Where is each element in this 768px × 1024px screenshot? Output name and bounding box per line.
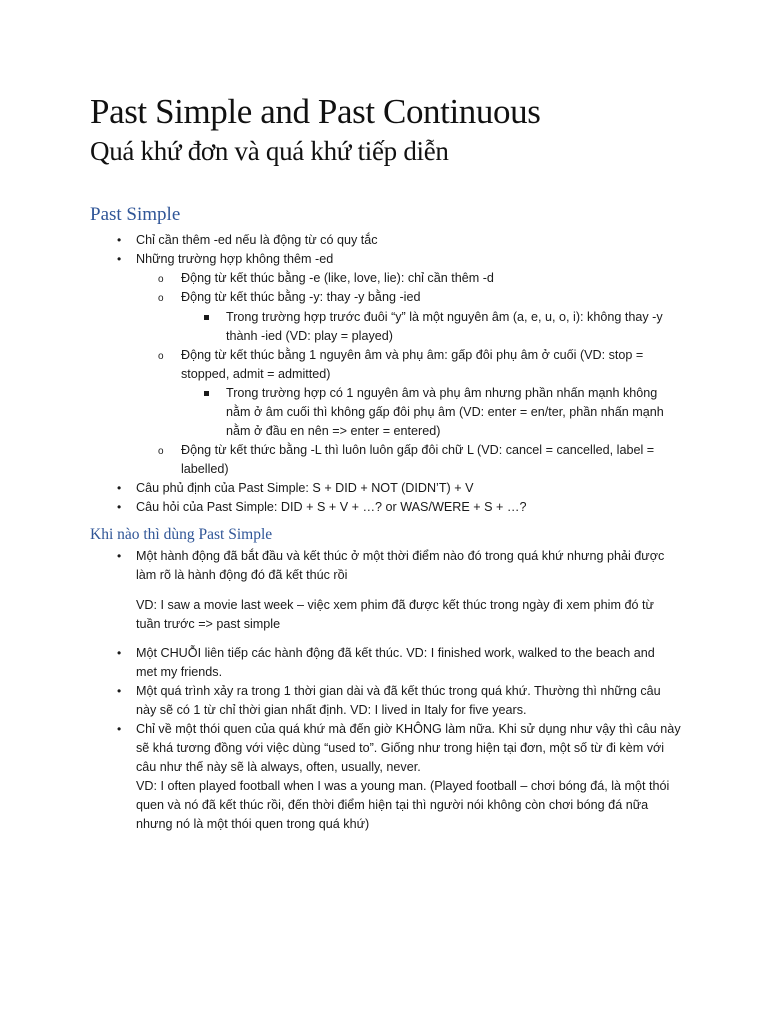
list-item: Chỉ về một thói quen của quá khứ mà đến giờ KHÔNG làm nữa. Khi sử dụng như vậy thì câu này — [136, 722, 681, 736]
list-item-continuation: này sẽ có 1 từ chỉ thời gian nhất định. VD: I lived in Italy for five years. — [136, 703, 527, 717]
list-item: Động từ kết thúc bằng -e (like, love, lie): chỉ cần thêm -d — [181, 271, 494, 285]
bullet-disc — [117, 720, 121, 739]
list-item-continuation: met my friends. — [136, 665, 223, 679]
list-item-continuation: stopped, admit = admitted) — [181, 367, 331, 381]
example-text: nhưng nó là một thói quen trong quá khứ) — [136, 817, 370, 831]
bullet-disc — [117, 479, 121, 498]
list-item: Một CHUỖI liên tiếp các hành động đã kết thúc. VD: I finished work, walked to the beach and — [136, 646, 655, 660]
example-text: quen và nó đã kết thúc rồi, đến thời điểm hiện tại thì người nói không còn chơi bóng đá nữa — [136, 798, 649, 812]
bullet-circle — [158, 441, 164, 461]
list-item: Những trường hợp không thêm -ed — [136, 252, 334, 266]
list-item: Chỉ cần thêm -ed nếu là động từ có quy tắc — [136, 233, 378, 247]
bullet-circle — [158, 269, 164, 289]
list-item: Câu phủ định của Past Simple: S + DID + NOT (DIDN’T) + V — [136, 481, 474, 495]
list-item-continuation: nằm ở âm cuối thì không gấp đôi phụ âm (VD: enter = en/ter, phần nhấn mạnh — [226, 405, 664, 419]
bullet-square — [204, 391, 209, 396]
list-item: Động từ kết thúc bằng 1 nguyên âm và phụ âm: gấp đôi phụ âm ở cuối (VD: stop = — [181, 348, 644, 362]
bullet-disc — [117, 250, 121, 269]
list-item: Trong trường hợp trước đuôi “y” là một nguyên âm (a, e, u, o, i): không thay -y — [226, 310, 663, 324]
bullet-disc — [117, 498, 121, 517]
bullet-square — [204, 315, 209, 320]
list-item: Một quá trình xảy ra trong 1 thời gian dài và đã kết thúc trong quá khứ. Thường thì những câu — [136, 684, 661, 698]
list-item-continuation: sẽ khá tương đồng với việc dùng “used to”. Giống như trong hiện tại đơn, một số từ đi kèm với — [136, 741, 665, 755]
list-item-continuation: câu như thế này sẽ là always, often, usually, never. — [136, 760, 421, 774]
list-item-continuation: làm rõ là hành động đó đã kết thúc rồi — [136, 568, 348, 582]
section-heading-past-simple: Past Simple — [90, 204, 181, 225]
bullet-disc — [117, 547, 121, 566]
example-text: VD: I saw a movie last week – việc xem phim đã được kết thúc trong ngày đi xem phim đó từ — [136, 598, 654, 612]
bullet-disc — [117, 231, 121, 250]
page-title: Past Simple and Past Continuous — [90, 92, 541, 131]
list-item-continuation: thành -ied (VD: play = played) — [226, 329, 393, 343]
bullet-disc — [117, 644, 121, 663]
list-item: Một hành động đã bắt đầu và kết thúc ở một thời điểm nào đó trong quá khứ nhưng phải được — [136, 549, 665, 563]
example-text: tuần trước => past simple — [136, 617, 281, 631]
section-heading-when-to-use: Khi nào thì dùng Past Simple — [90, 526, 273, 543]
list-item-continuation: labelled) — [181, 462, 229, 476]
bullet-circle — [158, 346, 164, 366]
list-item: Động từ kết thức bằng -L thì luôn luôn gấp đôi chữ L (VD: cancel = cancelled, label = — [181, 443, 655, 457]
page-subtitle: Quá khứ đơn và quá khứ tiếp diễn — [90, 136, 449, 166]
list-item: Trong trường hợp có 1 nguyên âm và phụ âm nhưng phần nhấn mạnh không — [226, 386, 658, 400]
bullet-circle — [158, 288, 164, 308]
bullet-disc — [117, 682, 121, 701]
list-item-continuation: nằm ở đầu en nên => enter = entered) — [226, 424, 441, 438]
list-item: Câu hỏi của Past Simple: DID + S + V + …? or WAS/WERE + S + …? — [136, 500, 527, 514]
list-item: Động từ kết thúc bằng -y: thay -y bằng -ied — [181, 290, 421, 304]
example-text: VD: I often played football when I was a young man. (Played football – chơi bóng đá, là một thói — [136, 779, 670, 793]
